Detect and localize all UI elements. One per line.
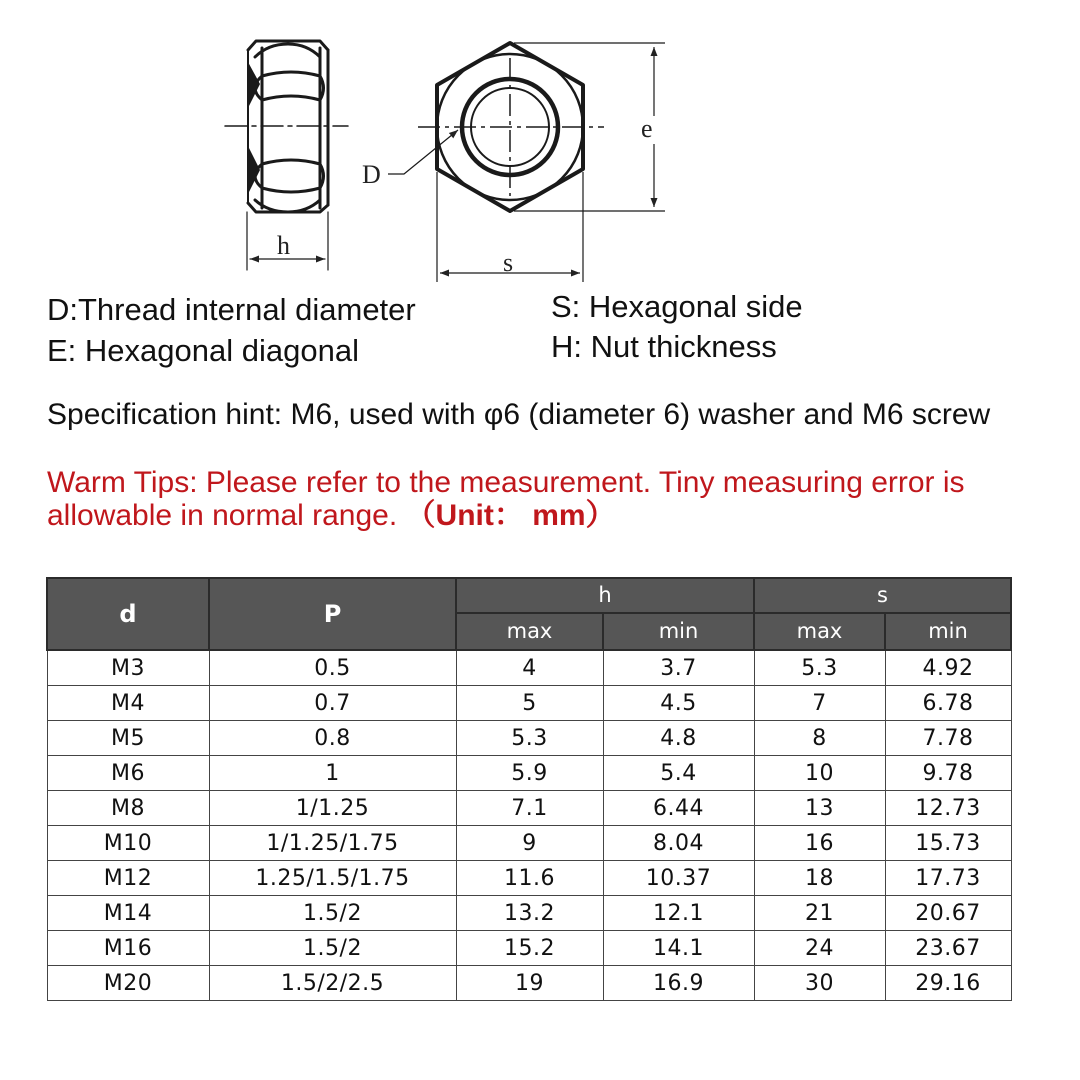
unit-note: （Unit： mm） (405, 499, 616, 532)
header-p: P (209, 578, 456, 650)
cell-h-min: 14.1 (603, 931, 754, 966)
table-row (47, 826, 1011, 861)
cell-p: 1.5/2 (209, 896, 456, 931)
spec-table-body (47, 650, 1011, 1001)
cell-s-min: 9.78 (885, 756, 1011, 791)
header-s-max: max (754, 613, 885, 650)
table-row (47, 756, 1011, 791)
legend-d: D:Thread internal diameter (47, 292, 416, 327)
cell-s-min: 20.67 (885, 896, 1011, 931)
legend-e: E: Hexagonal diagonal (47, 333, 359, 368)
cell-s-min: 6.78 (885, 686, 1011, 721)
e-dim-label: e (641, 114, 653, 143)
cell-s-max: 16 (754, 826, 885, 861)
cell-h-min: 5.4 (603, 756, 754, 791)
table-row (47, 650, 1011, 686)
cell-d: M20 (47, 966, 209, 1001)
cell-h-min: 16.9 (603, 966, 754, 1001)
cell-s-max: 8 (754, 721, 885, 756)
table-row (47, 791, 1011, 826)
cell-h-max: 15.2 (456, 931, 603, 966)
cell-h-max: 19 (456, 966, 603, 1001)
cell-s-max: 10 (754, 756, 885, 791)
nut-front-view (388, 43, 665, 282)
cell-s-min: 12.73 (885, 791, 1011, 826)
d-dim-label: D (362, 160, 381, 189)
table-row (47, 721, 1011, 756)
legend-s: S: Hexagonal side (551, 289, 803, 324)
cell-s-min: 7.78 (885, 721, 1011, 756)
cell-d: M3 (47, 650, 209, 686)
table-row (47, 896, 1011, 931)
cell-h-min: 4.8 (603, 721, 754, 756)
s-dim-label: s (503, 248, 514, 277)
header-s: s (754, 578, 1011, 613)
header-h-min: min (603, 613, 754, 650)
header-s-min: min (885, 613, 1011, 650)
table-row (47, 861, 1011, 896)
cell-d: M14 (47, 896, 209, 931)
cell-s-min: 29.16 (885, 966, 1011, 1001)
cell-p: 1.25/1.5/1.75 (209, 861, 456, 896)
cell-s-max: 24 (754, 931, 885, 966)
cell-s-min: 17.73 (885, 861, 1011, 896)
cell-h-min: 4.5 (603, 686, 754, 721)
cell-s-max: 7 (754, 686, 885, 721)
cell-h-min: 3.7 (603, 650, 754, 686)
cell-h-max: 4 (456, 650, 603, 686)
cell-h-max: 5 (456, 686, 603, 721)
cell-s-max: 5.3 (754, 650, 885, 686)
cell-d: M4 (47, 686, 209, 721)
table-row (47, 931, 1011, 966)
cell-s-max: 30 (754, 966, 885, 1001)
cell-p: 0.7 (209, 686, 456, 721)
cell-p: 1 (209, 756, 456, 791)
cell-s-min: 4.92 (885, 650, 1011, 686)
cell-d: M6 (47, 756, 209, 791)
cell-d: M16 (47, 931, 209, 966)
cell-p: 1.5/2/2.5 (209, 966, 456, 1001)
specification-hint: Specification hint: M6, used with φ6 (diameter 6) washer and M6 screw (47, 398, 991, 431)
cell-s-min: 23.67 (885, 931, 1011, 966)
cell-h-min: 12.1 (603, 896, 754, 931)
cell-p: 0.5 (209, 650, 456, 686)
cell-h-min: 10.37 (603, 861, 754, 896)
cell-h-max: 5.9 (456, 756, 603, 791)
cell-h-max: 13.2 (456, 896, 603, 931)
cell-h-max: 9 (456, 826, 603, 861)
cell-h-max: 5.3 (456, 721, 603, 756)
header-h-max: max (456, 613, 603, 650)
cell-s-max: 18 (754, 861, 885, 896)
cell-h-min: 6.44 (603, 791, 754, 826)
cell-h-max: 7.1 (456, 791, 603, 826)
cell-s-max: 13 (754, 791, 885, 826)
cell-d: M5 (47, 721, 209, 756)
table-row (47, 966, 1011, 1001)
cell-d: M8 (47, 791, 209, 826)
cell-h-max: 11.6 (456, 861, 603, 896)
cell-d: M10 (47, 826, 209, 861)
cell-p: 1/1.25/1.75 (209, 826, 456, 861)
cell-p: 0.8 (209, 721, 456, 756)
header-h: h (456, 578, 754, 613)
cell-p: 1/1.25 (209, 791, 456, 826)
legend-h: H: Nut thickness (551, 329, 777, 364)
warm-tips-text: Warm Tips: Please refer to the measurement. Tiny measuring error is allowable in normal range. (47, 466, 965, 532)
cell-s-min: 15.73 (885, 826, 1011, 861)
cell-h-min: 8.04 (603, 826, 754, 861)
h-dim-label: h (277, 231, 290, 260)
table-row (47, 686, 1011, 721)
cell-d: M12 (47, 861, 209, 896)
header-d: d (47, 578, 209, 650)
warm-tips (47, 466, 1057, 532)
nut-spec-table (46, 577, 1012, 1001)
hex-nut-diagram (0, 0, 1080, 300)
cell-s-max: 21 (754, 896, 885, 931)
cell-p: 1.5/2 (209, 931, 456, 966)
